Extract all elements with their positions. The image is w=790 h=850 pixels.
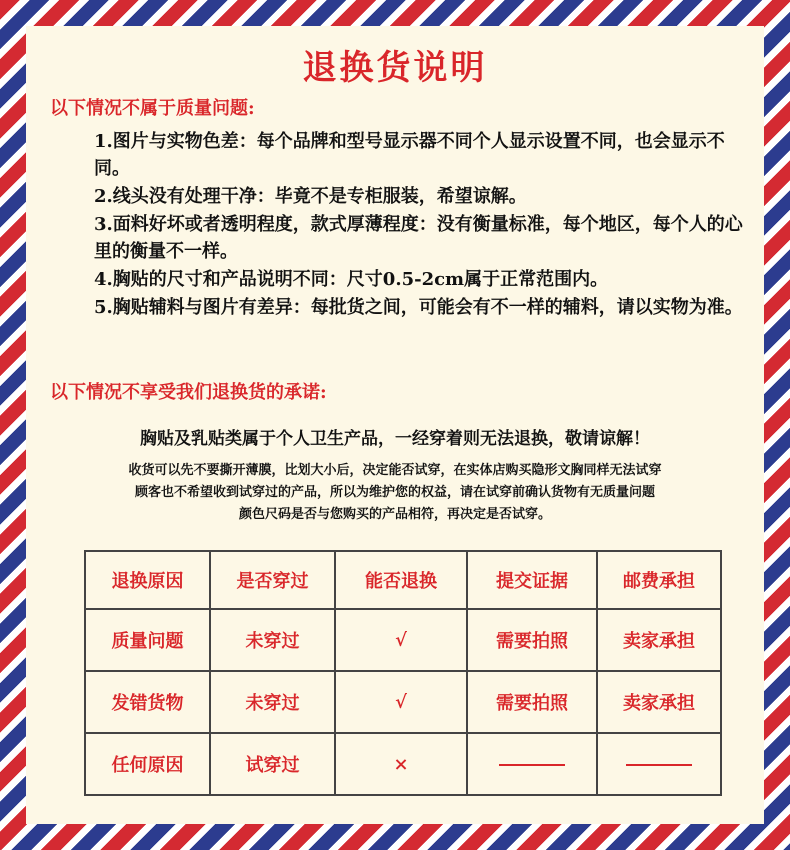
section-heading-not-quality: 以下情况不属于质量问题: [50, 98, 255, 119]
page-title: 退换货说明 [302, 48, 488, 88]
cell-reason: 任何原因 [85, 733, 210, 795]
cell-shipping: 卖家承担 [597, 671, 721, 733]
table-row [85, 671, 721, 733]
return-policy-table [84, 550, 722, 796]
cell-evidence [467, 733, 597, 795]
table-header-row [85, 551, 721, 609]
section-heading-no-return: 以下情况不享受我们退换货的承诺: [50, 382, 327, 403]
header-reason: 退换原因 [85, 551, 210, 609]
list-item: 5.胸贴辅料与图片有差异：每批货之间，可能会有不一样的辅料，请以实物为准。 [94, 297, 743, 318]
try-on-notes [26, 460, 764, 526]
cell-returnable: √ [335, 671, 467, 733]
table-row [85, 609, 721, 671]
cell-worn: 未穿过 [210, 671, 335, 733]
header-shipping: 邮费承担 [597, 551, 721, 609]
header-evidence: 提交证据 [467, 551, 597, 609]
header-worn: 是否穿过 [210, 551, 335, 609]
cell-returnable: √ [335, 609, 467, 671]
table-row [85, 733, 721, 795]
note-line: 顾客也不希望收到试穿过的产品，所以为维护您的权益，请在试穿前确认货物有无质量问题 [134, 485, 655, 500]
header-returnable: 能否退换 [335, 551, 467, 609]
note-line: 收货可以先不要撕开薄膜，比划大小后，决定能否试穿，在实体店购买隐形文胸同样无法试穿 [128, 463, 662, 478]
cell-shipping [597, 733, 721, 795]
list-item: 2.线头没有处理干净：毕竟不是专柜服装，希望谅解。 [94, 186, 527, 207]
cell-evidence: 需要拍照 [467, 671, 597, 733]
dash-mark [499, 764, 565, 766]
hygiene-notice: 胸贴及乳贴类属于个人卫生产品，一经穿着则无法退换，敬请谅解！ [140, 429, 650, 449]
quality-exceptions-list [94, 128, 744, 322]
cell-evidence: 需要拍照 [467, 609, 597, 671]
list-item: 1.图片与实物色差：每个品牌和型号显示器不同个人显示设置不同，也会显示不同。 [94, 131, 725, 179]
cell-reason: 质量问题 [85, 609, 210, 671]
notice-paper [26, 26, 764, 824]
cell-reason: 发错货物 [85, 671, 210, 733]
cell-worn: 未穿过 [210, 609, 335, 671]
list-item: 3.面料好坏或者透明程度，款式厚薄程度：没有衡量标准，每个地区，每个人的心里的衡量不一样。 [94, 214, 743, 262]
list-item: 4.胸贴的尺寸和产品说明不同：尺寸0.5-2cm属于正常范围内。 [94, 269, 609, 290]
cell-shipping: 卖家承担 [597, 609, 721, 671]
dash-mark [626, 764, 692, 766]
cell-returnable: × [335, 733, 467, 795]
cell-worn: 试穿过 [210, 733, 335, 795]
note-line: 颜色尺码是否与您购买的产品相符，再决定是否试穿。 [238, 507, 551, 522]
